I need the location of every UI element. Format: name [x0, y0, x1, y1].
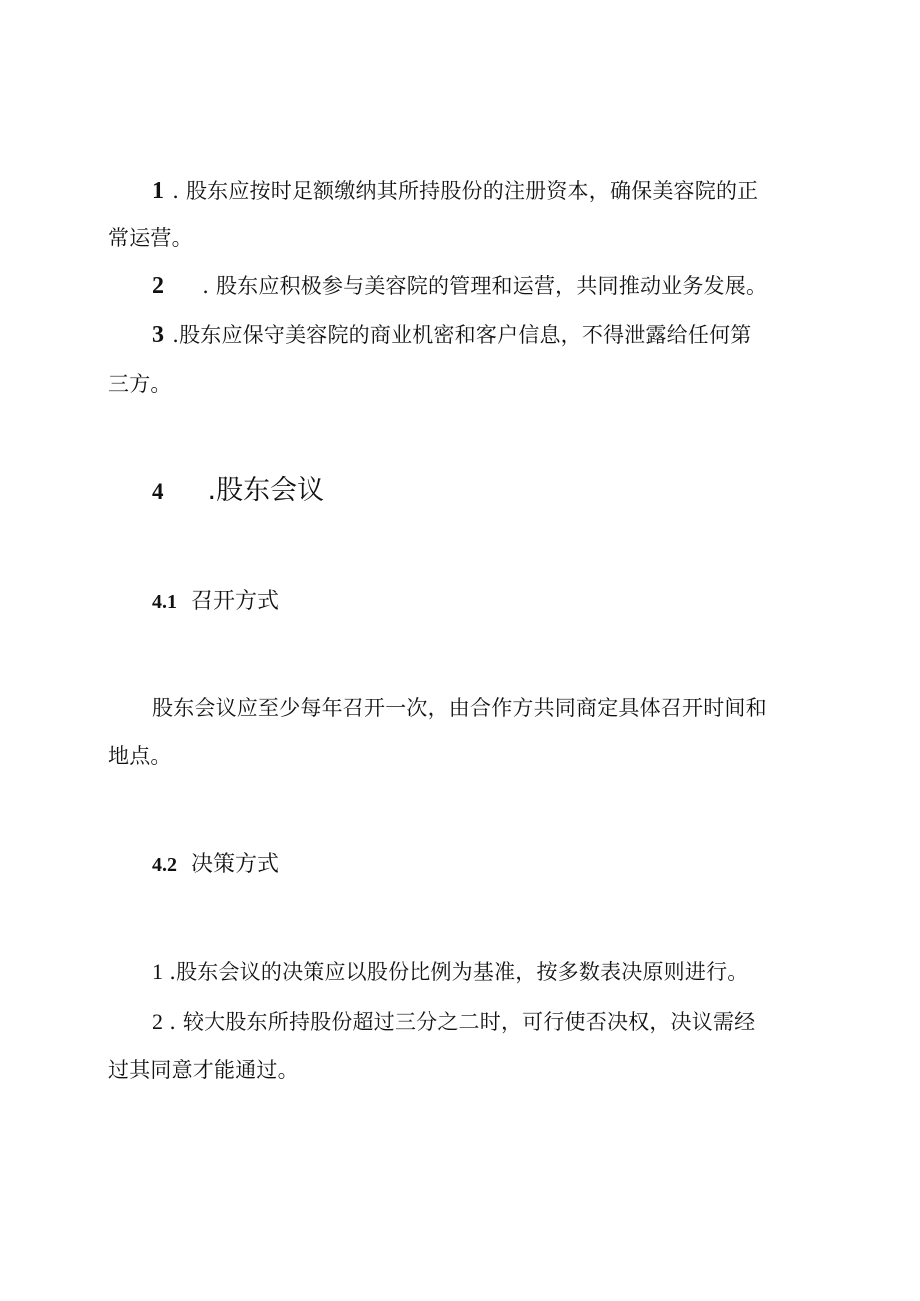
subsection-title: 召开方式 [191, 589, 280, 614]
list-item [152, 320, 751, 350]
list-item-continuation: 常运营。 [108, 226, 193, 250]
list-item-text: .股东会议的决策应以股份比例为基准，按多数表决原则进行。 [169, 960, 749, 984]
subsection-number: 4.1 [152, 591, 177, 613]
section-title: .股东会议 [207, 475, 325, 506]
subsection-number: 4.2 [152, 854, 177, 876]
list-item-text: . 股东应积极参与美容院的管理和运营，共同推动业务发展。 [202, 274, 768, 298]
list-item-text: .股东应保守美容院的商业机密和客户信息，不得泄露给任何第 [172, 323, 752, 347]
list-item [152, 176, 758, 206]
subsection-heading [152, 850, 279, 880]
section-number: 4 [152, 479, 164, 504]
subsection-heading [152, 587, 279, 617]
list-item-text: . 股东应按时足额缴纳其所持股份的注册资本，确保美容院的正 [172, 179, 759, 203]
list-item-continuation: 过其同意才能通过。 [108, 1058, 299, 1082]
list-item-number: 1 [152, 178, 165, 204]
list-item-number: 2 [152, 1009, 164, 1034]
list-item-number: 3 [152, 322, 165, 348]
paragraph-line: 股东会议应至少每年召开一次，由合作方共同商定具体召开时间和 [152, 696, 767, 720]
list-item [152, 1007, 755, 1037]
section-heading [152, 473, 324, 510]
subsection-title: 决策方式 [191, 852, 280, 877]
list-item-continuation: 三方。 [108, 372, 172, 396]
list-item [152, 271, 767, 301]
list-item [152, 957, 748, 987]
paragraph-line: 地点。 [108, 744, 172, 768]
list-item-number: 1 [152, 959, 164, 984]
list-item-number: 2 [152, 273, 165, 299]
list-item-text: . 较大股东所持股份超过三分之二时，可行使否决权，决议需经 [169, 1010, 756, 1034]
